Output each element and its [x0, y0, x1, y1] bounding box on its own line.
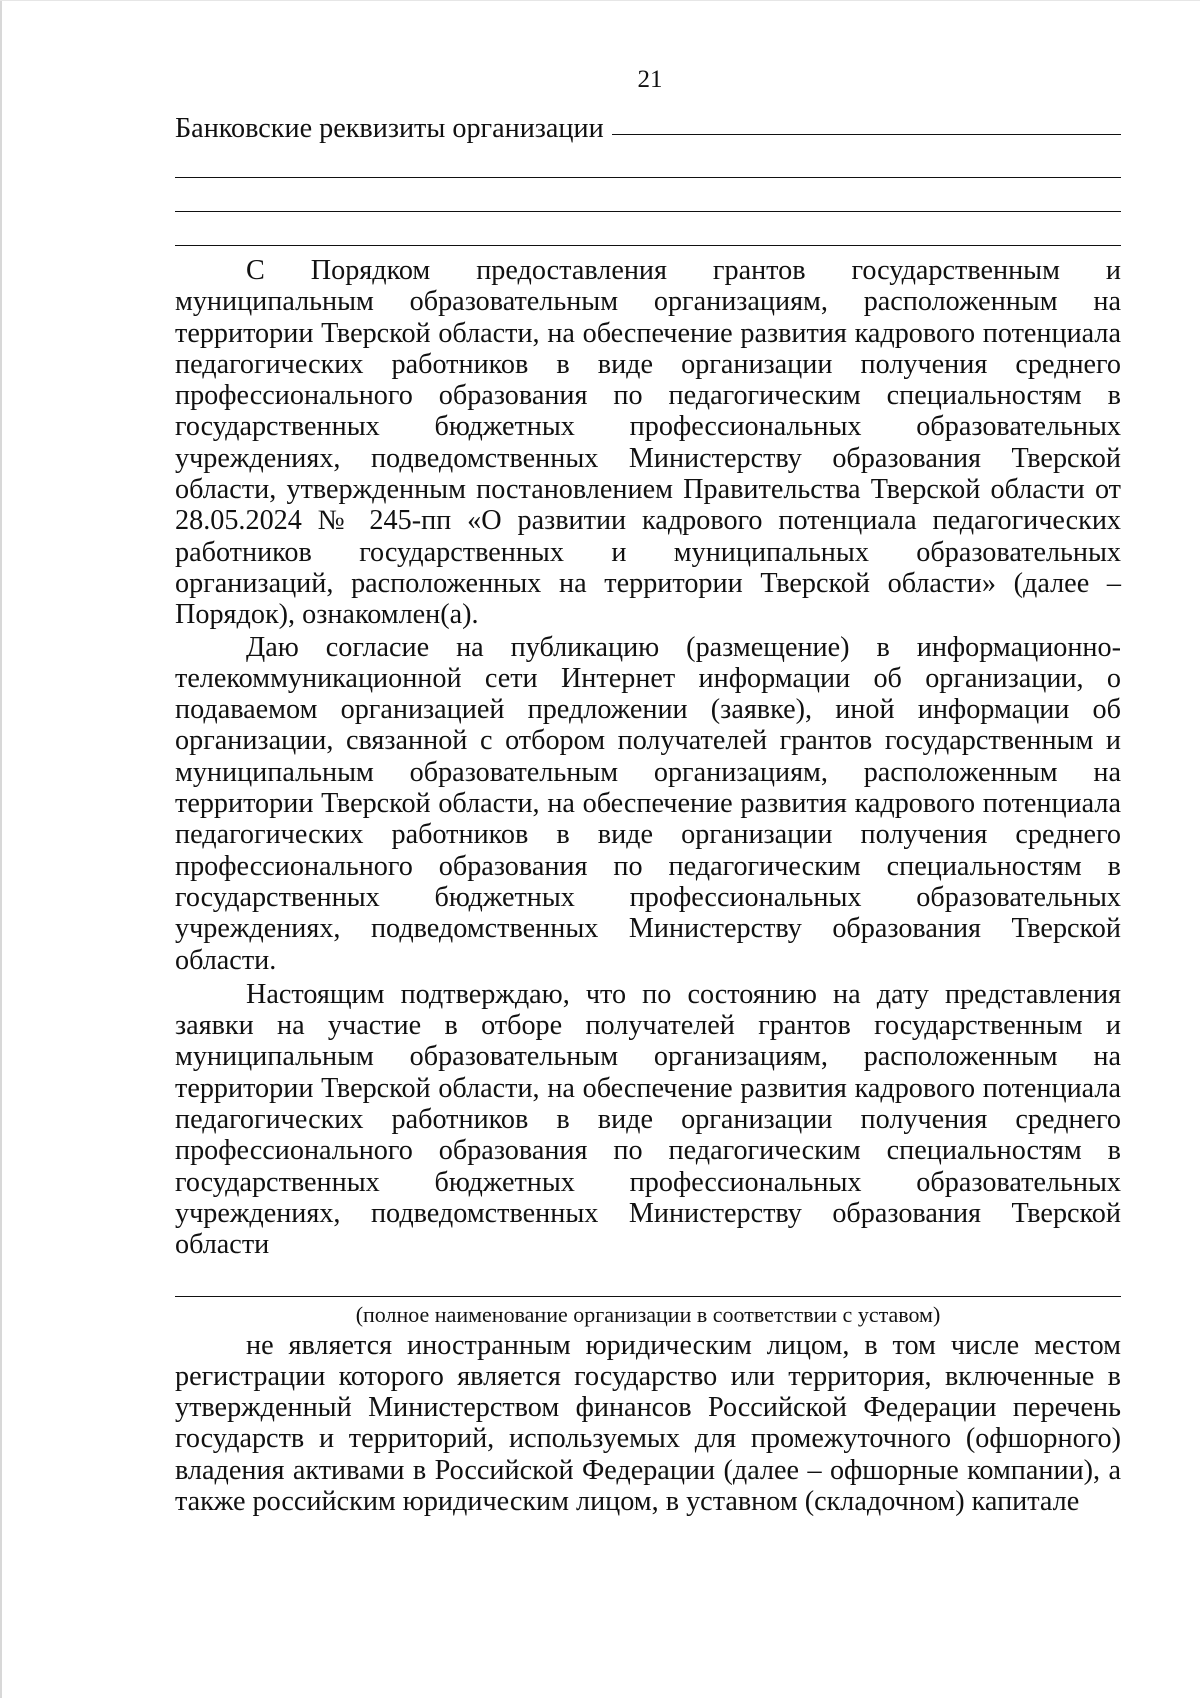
- bank-details-blank-line: [175, 153, 1121, 178]
- page-number: 21: [637, 66, 663, 93]
- paragraph-procedure-acknowledgement: С Порядком предоставления грантов государственным и муниципальным образовательным организациям, расположенным на территории Тверской области, на обеспечение развития кадрового потенциала педагогических работников в виде организации получения среднего профессионального образования по педагогическим специальностям в государственных бюджетных профессиональных образовательных учреждениях, подведомственных Министерству образования Тверской области, утвержденным постановлением Правительства Тверской области от 28.05.2024 № 245-пп «О развитии кадрового потенциала педагогических работников государственных и муниципальных образовательных организаций, расположенных на территории Тверской области» (далее – Порядок), ознакомлен(а).: [175, 255, 1121, 631]
- bank-details-row: [175, 104, 1121, 144]
- organization-name-caption: (полное наименование организации в соответствии с уставом): [355, 1301, 941, 1327]
- bank-details-blank-line: [175, 187, 1121, 212]
- organization-name-fill-line: [175, 1264, 1121, 1297]
- scan-edge: [0, 0, 1200, 1]
- paragraph-confirmation: Настоящим подтверждаю, что по состоянию на дату представления заявки на участие в отборе получателей грантов государственным и муниципальным образовательным организациям, расположенным на территории Тверской области, на обеспечение развития кадрового потенциала педагогических работников в виде организации получения среднего профессионального образования по педагогическим специальностям в государственных бюджетных профессиональных образовательных учреждениях, подведомственных Министерству образования Тверской области: [175, 978, 1121, 1261]
- bank-details-fill-line: [612, 134, 1121, 135]
- scan-edge: [0, 0, 2, 1698]
- bank-details-label: Банковские реквизиты организации: [175, 112, 604, 144]
- document-body: [175, 104, 1121, 1517]
- paragraph-publication-consent: Даю согласие на публикацию (размещение) в информационно-телекоммуникационной сети Интернет информации об организации, о подаваемом организацией предложении (заявке), иной информации об организации, связанной с отбором получателей грантов государственным и муниципальным образовательным организациям, расположенным на территории Тверской области, на обеспечение развития кадрового потенциала педагогических работников в виде организации получения среднего профессионального образования по педагогическим специальностям в государственных бюджетных профессиональных образовательных учреждениях, подведомственных Министерству образования Тверской области.: [175, 631, 1121, 976]
- bank-details-blank-line: [175, 221, 1121, 246]
- paragraph-offshore-statement: не является иностранным юридическим лицом, в том числе местом регистрации которого является государство или территория, включенные в утвержденный Министерством финансов Российской Федерации перечень государств и территорий, используемых для промежуточного (офшорного) владения активами в Российской Федерации (далее – офшорные компании), а также российским юридическим лицом, в уставном (складочном) капитале: [175, 1329, 1121, 1517]
